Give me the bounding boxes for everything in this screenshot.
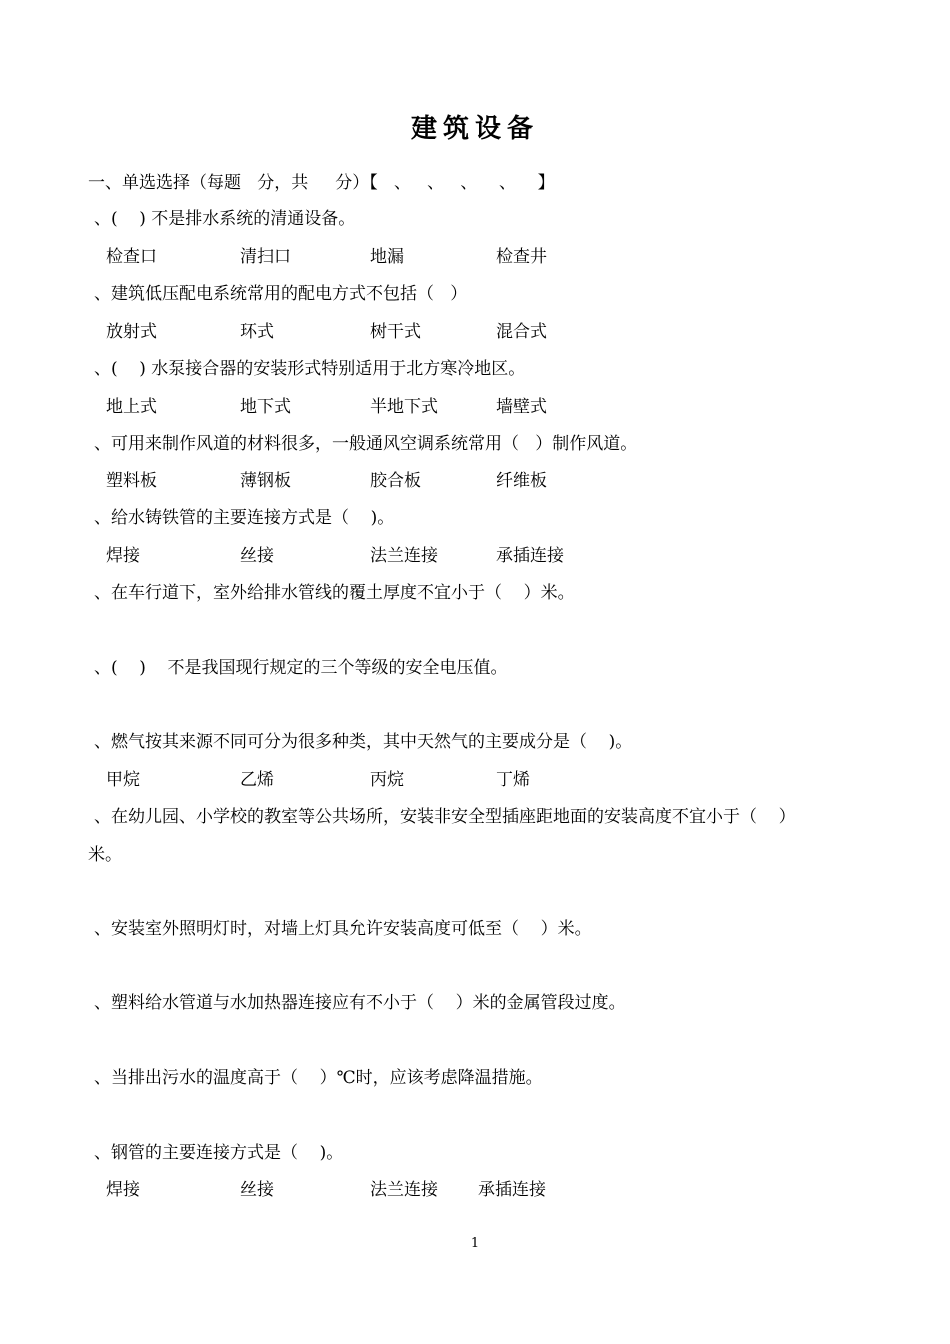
q13-option-d: 承插连接 [478, 1180, 546, 1200]
q8-option-b: 乙烯 [240, 770, 274, 790]
q2-option-c: 树干式 [370, 322, 421, 342]
question-5: 、给水铸铁管的主要连接方式是（ )。 [94, 508, 395, 528]
q8-option-d: 丁烯 [496, 770, 530, 790]
q13-option-c: 法兰连接 [370, 1180, 438, 1200]
page-number: 1 [470, 1236, 480, 1251]
q5-option-a: 焊接 [106, 546, 140, 566]
question-10: 、安装室外照明灯时，对墙上灯具允许安装高度可低至（ ）米。 [94, 919, 592, 939]
q1-option-b: 清扫口 [240, 247, 291, 267]
question-6: 、在车行道下，室外给排水管线的覆土厚度不宜小于（ ）米。 [94, 583, 575, 603]
section-heading: 一、单选选择（每题 分，共 分）【 、 、 、 、 】 [88, 173, 555, 193]
q5-option-c: 法兰连接 [370, 546, 438, 566]
question-3: 、( ) 水泵接合器的安装形式特别适用于北方寒冷地区。 [94, 359, 526, 379]
q4-option-d: 纤维板 [496, 471, 547, 491]
q1-option-d: 检查井 [496, 247, 547, 267]
question-11: 、塑料给水管道与水加热器连接应有不小于（ ）米的金属管段过度。 [94, 993, 626, 1013]
q3-option-a: 地上式 [106, 397, 157, 417]
question-1: 、( ) 不是排水系统的清通设备。 [94, 209, 356, 229]
q3-option-d: 墙壁式 [496, 397, 547, 417]
q1-option-a: 检查口 [106, 247, 157, 267]
page-title: 建筑设备 [410, 114, 539, 144]
question-2: 、建筑低压配电系统常用的配电方式不包括（ ） [94, 284, 468, 304]
q8-option-a: 甲烷 [106, 770, 140, 790]
question-12: 、当排出污水的温度高于（ ）℃时，应该考虑降温措施。 [94, 1068, 543, 1088]
q5-option-d: 承插连接 [496, 546, 564, 566]
q2-option-d: 混合式 [496, 322, 547, 342]
question-13: 、钢管的主要连接方式是（ )。 [94, 1143, 344, 1163]
q3-option-b: 地下式 [240, 397, 291, 417]
question-7: 、( ) 不是我国现行规定的三个等级的安全电压值。 [94, 658, 508, 678]
q2-option-a: 放射式 [106, 322, 157, 342]
question-9-continuation: 米。 [88, 845, 122, 865]
question-8: 、燃气按其来源不同可分为很多种类，其中天然气的主要成分是（ )。 [94, 732, 633, 752]
question-4: 、可用来制作风道的材料很多，一般通风空调系统常用（ ）制作风道。 [94, 434, 638, 454]
question-9: 、在幼儿园、小学校的教室等公共场所，安装非安全型插座距地面的安装高度不宜小于（ ） [94, 807, 796, 827]
q1-option-c: 地漏 [370, 247, 404, 267]
q4-option-b: 薄钢板 [240, 471, 291, 491]
q8-option-c: 丙烷 [370, 770, 404, 790]
q5-option-b: 丝接 [240, 546, 274, 566]
q13-option-b: 丝接 [240, 1180, 274, 1200]
q4-option-a: 塑料板 [106, 471, 157, 491]
q13-option-a: 焊接 [106, 1180, 140, 1200]
q2-option-b: 环式 [240, 322, 274, 342]
q4-option-c: 胶合板 [370, 471, 421, 491]
q3-option-c: 半地下式 [370, 397, 438, 417]
